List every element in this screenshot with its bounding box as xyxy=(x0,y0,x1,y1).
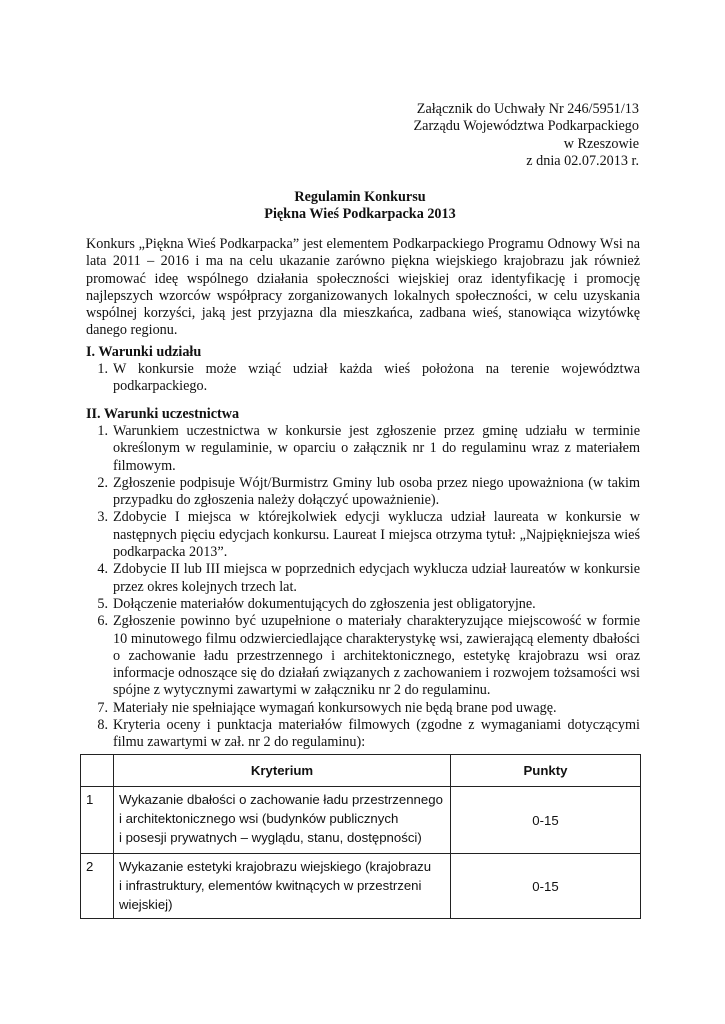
header-line: w Rzeszowie xyxy=(563,135,639,152)
intro-paragraph: Konkurs „Piękna Wieś Podkarpacka” jest elementem Podkarpackiego Programu Odnowy Wsi na lata 2011 – 2016 i ma na celu ukazanie zarówno piękna wiejskiego krajobrazu jak również promować ideę wspólnego działania społeczności wiejskiej oraz identyfikację i promocję najlepszych wzorców współpracy zorganizowanych lokalnych społeczności, w celu uzyskania wspólnej korzyści, jaką jest przyjazna dla mieszkańca, zadbana wieś, stanowiąca wizytówkę danego regionu. xyxy=(86,236,640,339)
header-cell-nr xyxy=(81,755,114,787)
list-item-text: Zdobycie I miejsca w którejkolwiek edycji wyklucza udział laureata w konkursie w następnych pięciu edycjach konkursu. Laureat I miejsca otrzyma tytuł: „Najpiękniejsza wieś podkarpacka 2013”. xyxy=(113,509,640,561)
row-number: 2 xyxy=(81,854,114,919)
criteria-table xyxy=(80,754,641,919)
criterion-line: Wykazanie dbałości o zachowanie ładu przestrzennego xyxy=(119,792,443,807)
header-cell-points: Punkty xyxy=(451,755,641,787)
section-1-list xyxy=(86,361,640,396)
list-item xyxy=(86,561,640,596)
criterion-cell xyxy=(114,787,451,854)
list-item-number: 8. xyxy=(97,717,108,734)
attachment-header xyxy=(360,101,639,170)
list-item xyxy=(86,361,640,396)
list-item xyxy=(86,596,640,613)
points-cell: 0-15 xyxy=(451,854,641,919)
header-cell-criterion: Kryterium xyxy=(114,755,451,787)
list-item-number: 2. xyxy=(97,474,108,491)
list-item-text: Zgłoszenie powinno być uzupełnione o materiały charakteryzujące miejscowość w formie 10 minutowego filmu odzwierciedlające charakterystykę wsi, zawierającą elementy dbałości o zachowanie ładu przestrzennego i architektonicznego, estetykę krajobrazu wsi oraz informacje odnoszące się do działań związanych z zachowaniem i rozwojem tożsamości wsi spójne z wytycznymi zawartymi w załączniku nr 2 do regulaminu. xyxy=(113,613,640,699)
list-item xyxy=(86,509,640,561)
list-item xyxy=(86,475,640,510)
list-item-number: 7. xyxy=(97,699,108,716)
title-line-2: Piękna Wieś Podkarpacka 2013 xyxy=(264,206,456,223)
points-cell: 0-15 xyxy=(451,787,641,854)
row-number: 1 xyxy=(81,787,114,854)
list-item-text: Materiały nie spełniające wymagań konkursowych nie będą brane pod uwagę. xyxy=(113,699,557,716)
criterion-line: wiejskiej) xyxy=(119,897,173,912)
criterion-line: Wykazanie estetyki krajobrazu wiejskiego (krajobrazu xyxy=(119,859,432,874)
list-item-number: 5. xyxy=(97,595,108,612)
list-item xyxy=(86,613,640,699)
criterion-line: i infrastruktury, elementów kwitnących w przestrzeni xyxy=(119,878,422,893)
list-item xyxy=(86,700,640,717)
section-2-list xyxy=(86,423,640,752)
list-item-text: Kryteria oceny i punktacja materiałów filmowych (zgodne z wymaganiami dotyczącymi filmu zawartymi w zał. nr 2 do regulaminu): xyxy=(113,717,640,751)
header-line: z dnia 02.07.2013 r. xyxy=(526,152,639,169)
header-line: Zarządu Województwa Podkarpackiego xyxy=(413,118,639,135)
list-item-number: 1. xyxy=(97,361,108,377)
list-item-number: 1. xyxy=(97,423,108,439)
criterion-line: i architektonicznego wsi (budynków publicznych xyxy=(119,811,399,826)
list-item-text: W konkursie może wziąć udział każda wieś położona na terenie województwa podkarpackiego. xyxy=(113,361,640,395)
list-item xyxy=(86,717,640,752)
title-line-1: Regulamin Konkursu xyxy=(294,189,426,205)
table-row xyxy=(81,787,641,854)
list-item-text: Zgłoszenie podpisuje Wójt/Burmistrz Gminy lub osoba przez niego upoważniona (w takim przypadku do zgłoszenia należy dołączyć upoważnienie). xyxy=(113,474,640,509)
section-2-heading: II. Warunki uczestnictwa xyxy=(86,406,240,422)
list-item-text: Warunkiem uczestnictwa w konkursie jest zgłoszenie przez gminę udziału w terminie określonym w regulaminie, w oparciu o załącznik nr 1 do regulaminu wraz z materiałem filmowym. xyxy=(113,423,640,474)
list-item-number: 6. xyxy=(97,613,108,630)
table-header-row xyxy=(81,755,641,787)
criterion-cell xyxy=(114,854,451,919)
criterion-line: i posesji prywatnych – wyglądu, stanu, dostępności) xyxy=(119,830,422,845)
list-item-number: 4. xyxy=(97,561,108,578)
table-row xyxy=(81,854,641,919)
list-item-number: 3. xyxy=(97,509,108,526)
list-item-text: Dołączenie materiałów dokumentujących do zgłoszenia jest obligatoryjne. xyxy=(113,595,536,612)
list-item-text: Zdobycie II lub III miejsca w poprzednich edycjach wyklucza udział laureatów w konkursie przez okres kolejnych trzech lat. xyxy=(113,561,640,595)
document-title xyxy=(80,189,640,224)
section-1-heading: I. Warunki udziału xyxy=(86,344,202,360)
header-line: Załącznik do Uchwały Nr 246/5951/13 xyxy=(416,101,639,117)
list-item xyxy=(86,423,640,475)
